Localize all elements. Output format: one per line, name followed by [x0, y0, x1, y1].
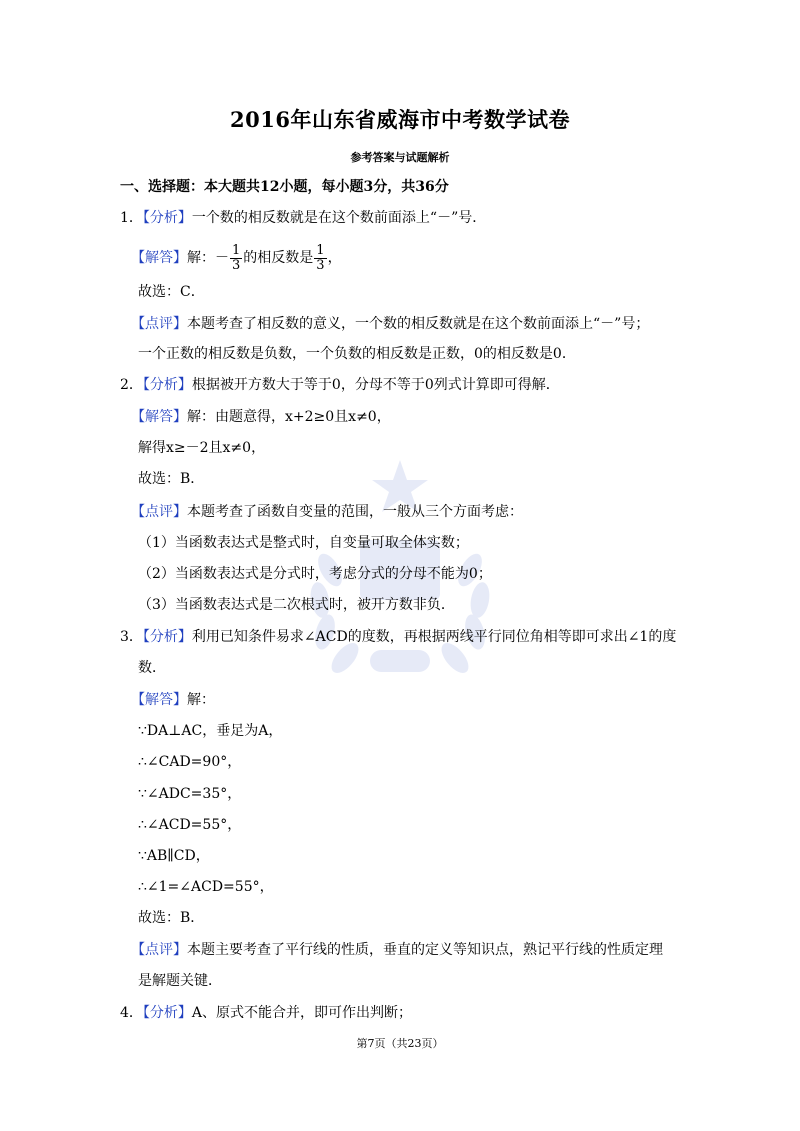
fraction — [230, 244, 242, 273]
solution-end: ， — [327, 250, 342, 266]
page-subtitle: 参考答案与试题解析 — [350, 151, 450, 164]
analysis-tag: 【分析】 — [142, 629, 192, 645]
section-heading: 一、选择题：本大题共12小题，每小题3分，共36分 — [120, 179, 449, 195]
q3-choice: 故选：B． — [138, 910, 205, 926]
comment-text: 本题主要考查了平行线的性质，垂直的定义等知识点，熟记平行线的性质定理 — [187, 942, 663, 958]
comment-tag: 【点评】 — [131, 504, 187, 520]
solution-text-b: 的相反数是 — [243, 250, 314, 266]
solution-tag: 【解答】 — [131, 692, 187, 708]
question-number: 3． — [120, 629, 143, 645]
comment-text: 本题考查了相反数的意义，一个数的相反数就是在这个数前面添上“－”号； — [187, 316, 650, 332]
solution-tag: 【解答】 — [131, 250, 187, 266]
q1-analysis — [120, 208, 486, 228]
analysis-tag: 【分析】 — [142, 1005, 192, 1021]
comment-text: 本题考查了函数自变量的范围，一般从三个方面考虑： — [187, 504, 523, 520]
solution-text: 解： — [187, 692, 215, 708]
q2-comment-item-1: （1）当函数表达式是整式时，自变量可取全体实数； — [138, 535, 469, 551]
fraction-numerator: 1 — [316, 242, 325, 258]
analysis-tag: 【分析】 — [142, 210, 192, 226]
fraction-denominator: 3 — [232, 257, 241, 273]
q3-comment — [131, 940, 663, 960]
q2-analysis — [120, 375, 560, 395]
analysis-text: A、原式不能合并，即可作出判断； — [191, 1005, 413, 1021]
fraction-denominator: 3 — [316, 257, 325, 273]
solution-text: 解：由题意得，x+2≥0且x≠0， — [187, 409, 391, 425]
q3-analysis-cont: 数． — [138, 660, 166, 676]
q3-step-6: ∴∠1=∠ACD=55°， — [138, 879, 274, 895]
solution-text-a: 解：－ — [187, 250, 229, 266]
q1-comment-cont: 一个正数的相反数是负数，一个负数的相反数是正数，0的相反数是0． — [138, 346, 576, 362]
q2-solution-step: 解得x≥－2且x≠0， — [138, 440, 266, 456]
q2-comment — [131, 502, 523, 522]
question-number: 1． — [120, 210, 143, 226]
analysis-text: 一个数的相反数就是在这个数前面添上“－”号． — [191, 210, 487, 226]
q3-step-4: ∴∠ACD=55°， — [138, 817, 242, 833]
q1-choice: 故选：C． — [138, 284, 205, 300]
solution-tag: 【解答】 — [131, 409, 187, 425]
analysis-text: 利用已知条件易求∠ACD的度数，再根据两线平行同位角相等即可求出∠1的度 — [191, 629, 677, 645]
question-number: 2． — [120, 377, 143, 393]
question-number: 4． — [120, 1005, 143, 1021]
page-footer: 第7页（共23页） — [356, 1037, 444, 1050]
page-title: 2016年山东省威海市中考数学试卷 — [230, 107, 570, 132]
comment-tag: 【点评】 — [131, 316, 187, 332]
q3-comment-cont: 是解题关键． — [138, 973, 222, 989]
q3-solution — [131, 690, 215, 710]
fraction-numerator: 1 — [232, 242, 241, 258]
q1-comment — [131, 314, 649, 334]
q2-choice: 故选：B． — [138, 471, 205, 487]
q3-analysis — [120, 627, 676, 647]
analysis-text: 根据被开方数大于等于0，分母不等于0列式计算即可得解． — [191, 377, 560, 393]
q2-comment-item-2: （2）当函数表达式是分式时，考虑分式的分母不能为0； — [138, 566, 492, 582]
q2-solution — [131, 407, 391, 427]
q3-step-1: ∵DA⊥AC，垂足为A， — [138, 723, 283, 739]
fraction — [314, 244, 326, 273]
q3-step-3: ∵∠ADC=35°， — [138, 786, 242, 802]
q2-comment-item-3: （3）当函数表达式是二次根式时，被开方数非负． — [138, 597, 455, 613]
q3-step-5: ∵AB∥CD， — [138, 848, 210, 864]
comment-tag: 【点评】 — [131, 942, 187, 958]
q1-solution — [131, 241, 342, 275]
q3-step-2: ∴∠CAD=90°， — [138, 754, 242, 770]
q4-analysis — [120, 1003, 412, 1023]
analysis-tag: 【分析】 — [142, 377, 192, 393]
